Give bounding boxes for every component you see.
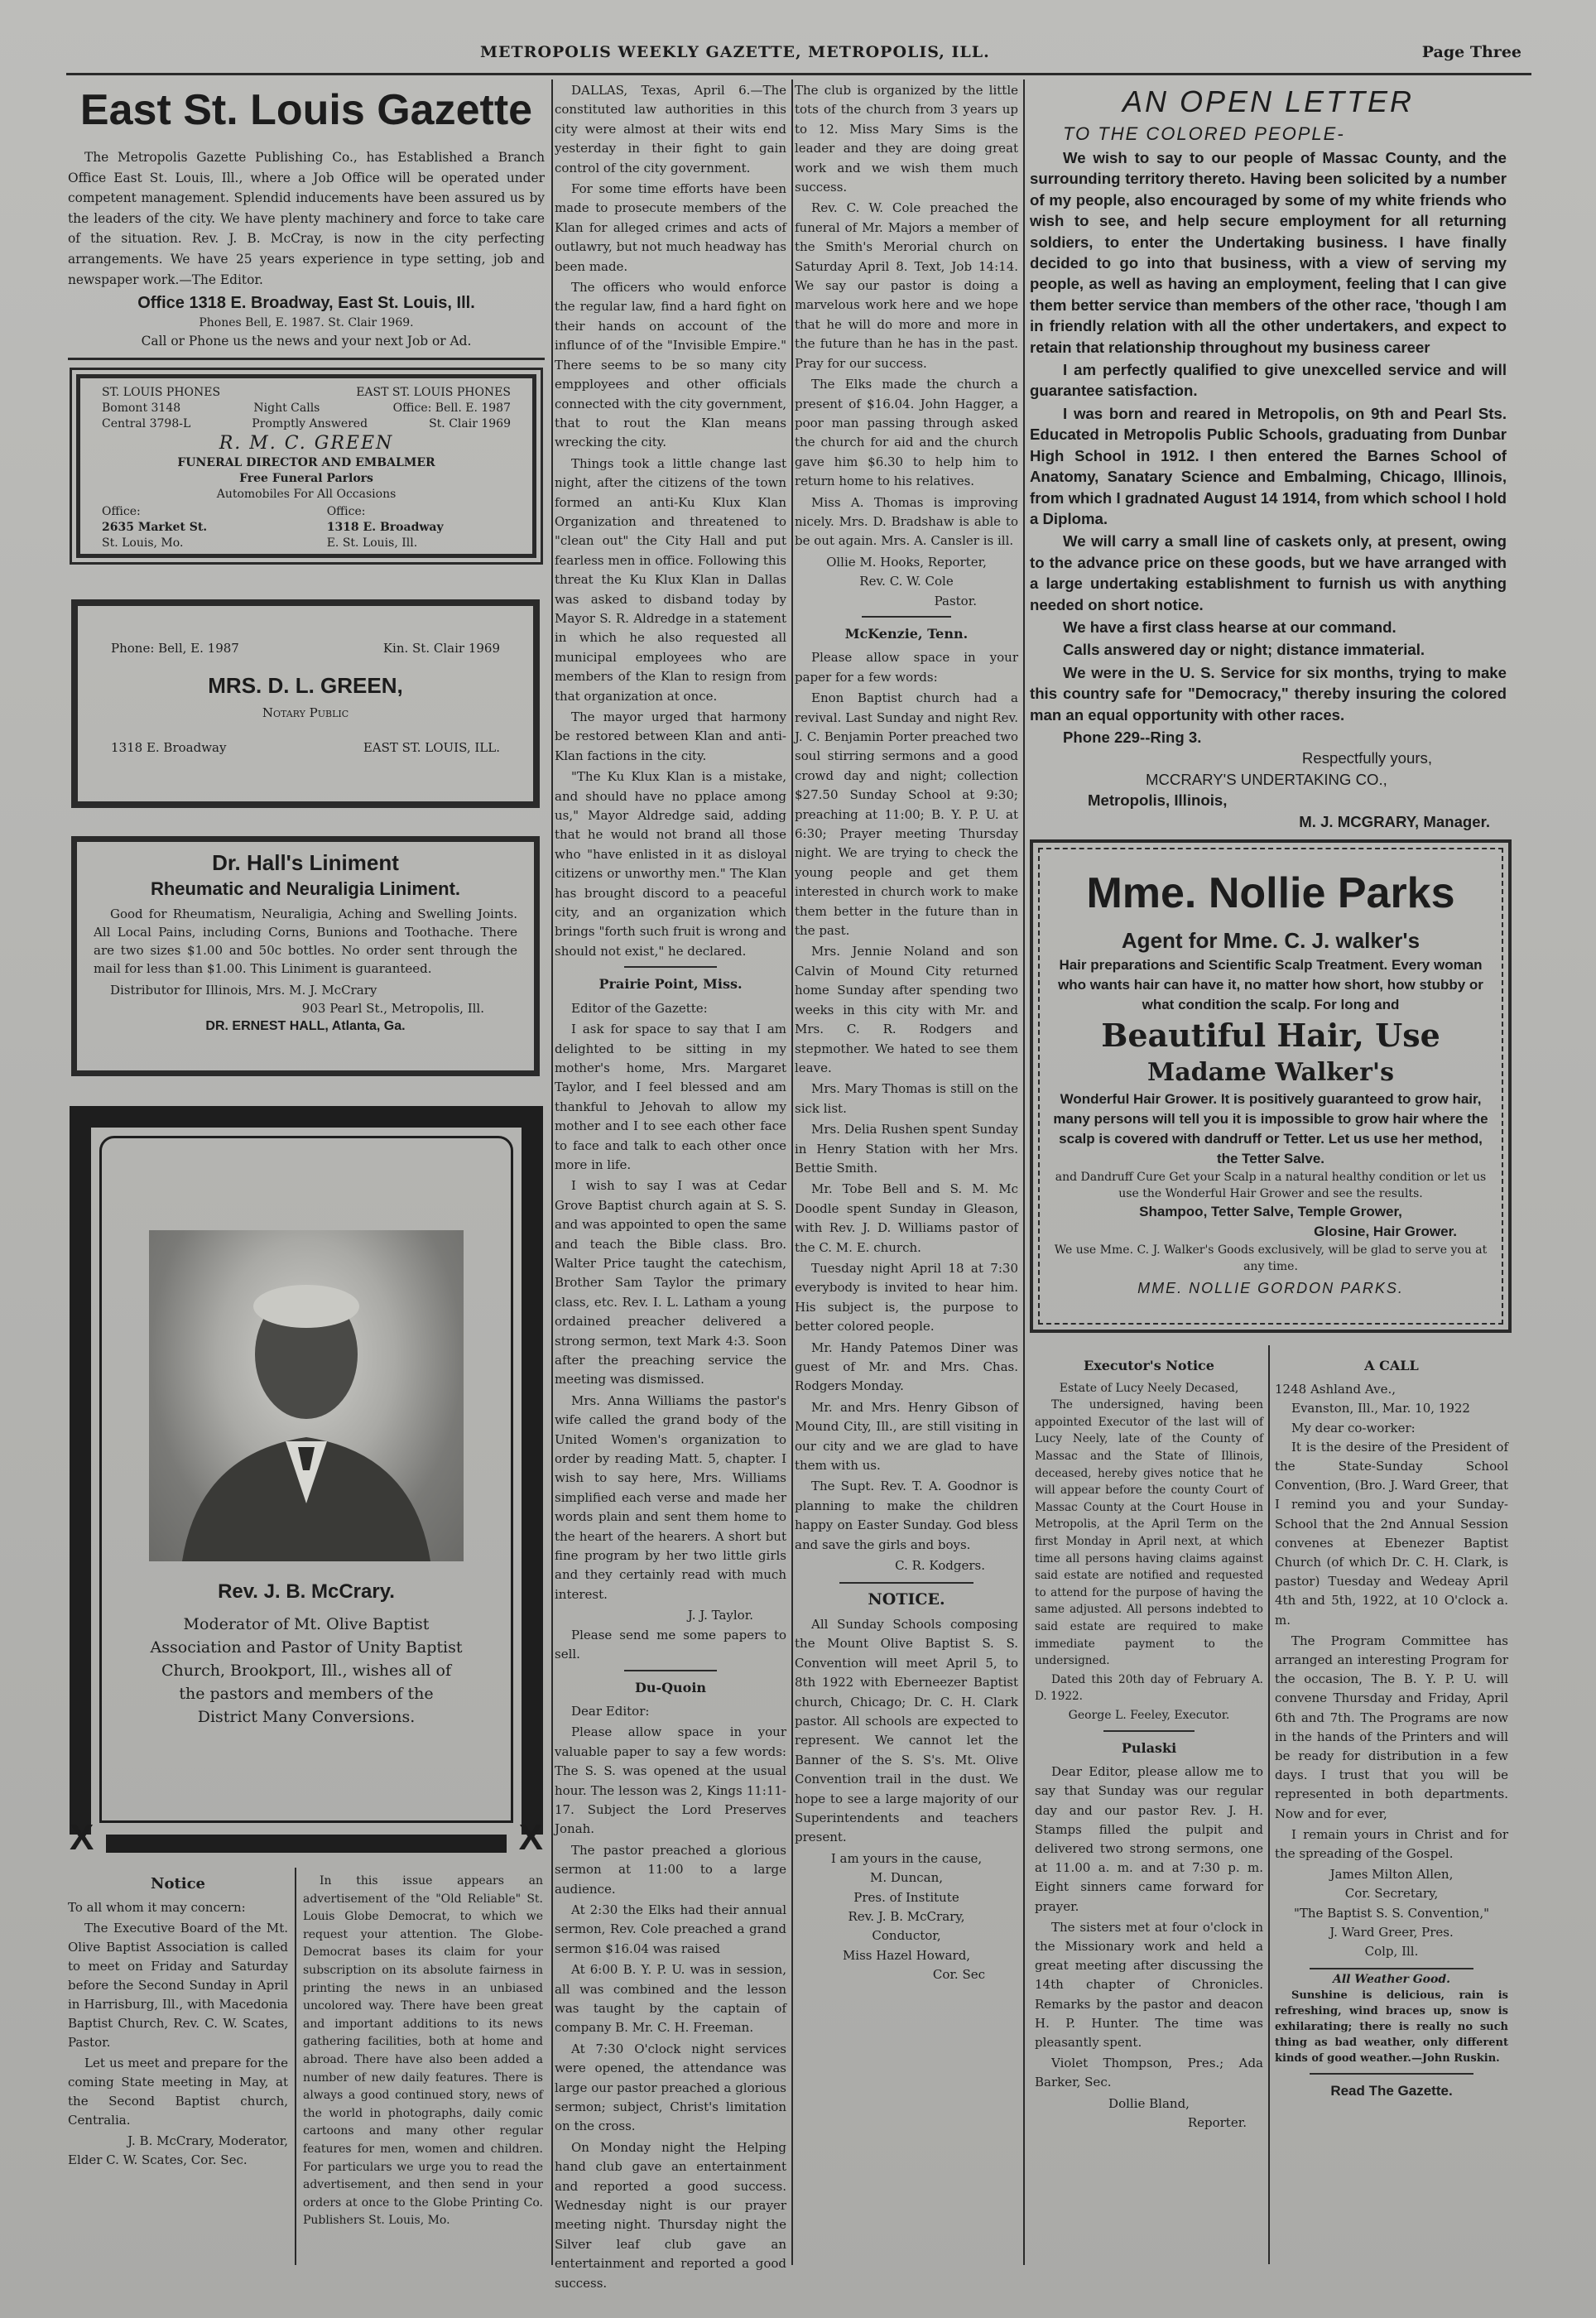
open-letter-city: Metropolis, Illinois, bbox=[1088, 791, 1228, 810]
night-calls: Night Calls bbox=[253, 402, 320, 415]
call-sig: Cor. Secretary, bbox=[1344, 1886, 1439, 1902]
dallas-para: DALLAS, Texas, April 6.—The constituted law authorities in this city were almost at their wits end yesterday in their fight to gain control of the city government. bbox=[555, 83, 786, 176]
open-letter-para: We wish to say to our people of Massac County, and the surrounding territory thereto. Having been solicited by a number of my people, also encouraged by some of my white friends who wish to see, and help secure employment for all returning soldiers, to enter the Undertaking business. I have finally decided to go into that business, with a view of serving my people, as well as having an employment, feeling that I can give them better service than members of the other race, 'though I am in friendly relation with all the other undertakers, and expect to retain that relationship throughout my business career bbox=[1030, 149, 1507, 356]
divider bbox=[1310, 2073, 1473, 2075]
green-office-1 bbox=[102, 504, 286, 551]
col3-sig: Ollie M. Hooks, Reporter, bbox=[826, 554, 987, 570]
pulaski-sig: Violet Thompson, Pres.; Ada Barker, Sec. bbox=[1035, 2056, 1263, 2090]
corner-x-icon: X bbox=[518, 1817, 543, 1858]
liniment-ad bbox=[71, 836, 540, 1076]
mckenzie-para: Please allow space in your paper for a few words: bbox=[795, 650, 1018, 685]
call-para: The Program Committee has arranged an interesting Program for the occasion, The B. Y. P. U. will convene Thursday and Friday, April 6th and 7th. The Programs are now in the hands of the Printers and will be ready for distribution in a few days. I trust that you will be represented in both departments. Now and for ever, bbox=[1275, 1633, 1508, 1821]
weather-body: Sunshine is delicious, rain is refreshing, wind braces up, snow is exhilarating; there is really no such thing as bad weather, only different kinds of good weather.—John Ruskin. bbox=[1275, 1989, 1508, 2066]
parks-line2: Wonderful Hair Grower. It is positively guaranteed to grow hair, many persons will tell you it is impossible to grow hair where the scalp is covered with dandruff or Tetter. Let us use her method, the Tetter Salve. bbox=[1053, 1091, 1488, 1166]
open-letter-para: We were in the U. S. Service for six months, trying to make this country safe for "Democracy," thereby insuring the colored man an equal opportunity with other races. bbox=[1030, 663, 1507, 724]
mckenzie-para: Mr. Handy Patemos Diner was guest of Mr. and Mrs. Chas. Rodgers Monday. bbox=[795, 1339, 1018, 1394]
dallas-para: Things took a little change last night, after the citizens of the town formed an anti-Ku Klux Klan Organization and threatened to "clean out" the City Hall and put fearless men in office. Following this threat the Ku Klux Klan in Dallas was asked to disband today by Mayor S. R. Aldredge in a statement in which he also requested all municipal employees who are members of the Klan to resign from that organization at once. bbox=[555, 455, 786, 704]
divider bbox=[862, 616, 951, 618]
col3-sig: Pastor. bbox=[934, 593, 977, 608]
divider bbox=[839, 1582, 973, 1584]
call-para: It is the desire of the President of the State-Sunday School Convention, (Bro. J. Ward Greer, that I remind you and your Sunday-School that the 2nd Annual Session convenes at Ebenezer Baptist Church (of which Dr. C. H. Clark, is pastor) Tuesday and Wedeay April 4th and 5th, 1922, at 10 O'clock a. m. bbox=[1275, 1439, 1508, 1628]
executor-pulaski bbox=[1035, 1349, 1263, 2264]
liniment-address: 903 Pearl St., Metropolis, Ill. bbox=[301, 1001, 484, 1016]
prairie-para: I ask for space to say that I am delighted to be sitting in my mother's home, Mrs. Margaret Taylor, and I feel blessed and am thankful to Jehovah to allow my mother and I to see each other face to face and talk to each other once more in life. bbox=[555, 1022, 786, 1172]
pulaski-para: Dear Editor, please allow me to say that Sunday was our regular day and our pastor Rev. J. H. Stamps filled the pulpit and delivered two strong sermons, one at 11.00 a. m. and at 7:30 p. m. Eight sinners came forward for prayer. bbox=[1035, 1764, 1263, 1914]
call-sig: James Milton Allen, bbox=[1329, 1867, 1454, 1883]
portrait-figure-icon bbox=[149, 1230, 464, 1561]
notice-sig: Miss Hazel Howard, bbox=[842, 1947, 971, 1963]
duquoin-para: Please allow space in your valuable paper to say a few words: The S. S. was opened at the usual hour. The lesson was 2, Kings 11:11-17. Subject the Lord Preserves Jonah. bbox=[555, 1724, 786, 1837]
prairie-sig: J. J. Taylor. bbox=[687, 1608, 753, 1623]
prairie-salutation: Editor of the Gazette: bbox=[571, 1000, 708, 1016]
open-letter-phone: Phone 229--Ring 3. bbox=[1063, 728, 1202, 746]
notice-sig: Pres. of Institute bbox=[853, 1889, 959, 1905]
notice-left-para: To all whom it may concern: bbox=[68, 1900, 246, 1915]
frame-left bbox=[70, 1106, 91, 1835]
executor-estate: Estate of Lucy Neely Decased, bbox=[1059, 1382, 1239, 1396]
divider bbox=[1310, 1968, 1473, 1969]
parks-title: Mme. Nollie Parks bbox=[1086, 869, 1455, 917]
esl-office: Office 1318 E. Broadway, East St. Louis, Ill. bbox=[137, 294, 475, 313]
call-addr: Evanston, Ill., Mar. 10, 1922 bbox=[1291, 1401, 1470, 1416]
notice-sig: M. Duncan, bbox=[869, 1870, 943, 1886]
parks-line1: Hair preparations and Scientific Scalp Treatment. Every woman who wants hair can have it, no matter how short, how stubby or what condition the scalp. For long and bbox=[1058, 957, 1483, 1012]
notice-sig: Conductor, bbox=[872, 1928, 941, 1944]
divider bbox=[624, 966, 717, 968]
frame-top bbox=[70, 1106, 543, 1128]
executor-title: Executor's Notice bbox=[1084, 1358, 1214, 1373]
globe-democrat-ad bbox=[303, 1873, 543, 2260]
notice-left bbox=[68, 1871, 288, 2260]
notice-sig: Rev. J. B. McCrary, bbox=[848, 1908, 965, 1924]
col3-sig: Rev. C. W. Cole bbox=[859, 574, 954, 589]
parks-line5: Glosine, Hair Grower. bbox=[1314, 1224, 1457, 1239]
notice-left-sig: Elder C. W. Scates, Cor. Sec. bbox=[68, 2152, 248, 2167]
dallas-para: For some time efforts have been made to prosecute members of the Klan for alleged crimes and acts of outlawry, but not much headway has been made. bbox=[555, 181, 786, 274]
office-city: E. St. Louis, Ill. bbox=[326, 536, 418, 550]
office-bell: Office: Bell. E. 1987 bbox=[392, 402, 511, 415]
prairie-closing: Please send me some papers to sell. bbox=[555, 1627, 786, 1662]
pulaski-sig: Reporter. bbox=[1187, 2114, 1247, 2130]
notice-left-para: Let us meet and prepare for the coming State meeting in May, at the Second Baptist church, Centralia. bbox=[68, 2056, 288, 2128]
column-rule bbox=[791, 79, 793, 2265]
parks-agent: Agent for Mme. C. J. walker's bbox=[1121, 928, 1421, 953]
office-label: Office: bbox=[102, 505, 141, 518]
corner-x-icon: X bbox=[70, 1817, 94, 1858]
executor-sig: George L. Feeley, Executor. bbox=[1068, 1708, 1230, 1722]
pulaski-para: The sisters met at four o'clock in the Missionary work and held a great meeting after discussing the 14th chapter of Chronicles. Remarks by the pastor and deacon H. P. Hunter. The time was pleasantly spent. bbox=[1035, 1919, 1263, 2050]
column-rule bbox=[295, 1868, 296, 2265]
open-letter-subtitle: TO THE COLORED PEOPLE- bbox=[1063, 123, 1345, 144]
pulaski-title: Pulaski bbox=[1121, 1739, 1177, 1756]
mckenzie-title: McKenzie, Tenn. bbox=[844, 625, 969, 642]
duquoin-para: At 6:00 B. Y. P. U. was in session, all was combined and the lesson was taught by the captain of company B. Mr. C. H. Freeman. bbox=[555, 1962, 786, 2036]
green-free: Free Funeral Parlors bbox=[239, 472, 373, 485]
frame-right bbox=[522, 1106, 543, 1835]
notice-left-title: Notice bbox=[150, 1875, 206, 1892]
parks-beautiful: Beautiful Hair, Use bbox=[1101, 1017, 1440, 1054]
call-sig: J. Ward Greer, Pres. bbox=[1329, 1924, 1454, 1940]
mckenzie-para: The Supt. Rev. T. A. Goodnor is planning to make the children happy on Easter Sunday. God bless and save the girls and boys. bbox=[795, 1479, 1018, 1552]
notary-name: MRS. D. L. GREEN, bbox=[208, 673, 403, 698]
stl-phones: ST. LOUIS PHONES bbox=[102, 386, 221, 399]
promptly: Promptly Answered bbox=[252, 417, 368, 430]
office-address: 1318 E. Broadway bbox=[326, 521, 444, 534]
dallas-para: "The Ku Klux Klan is a mistake, and should have no pplace among us," Mayor Aldredge said, adding that he would not brand all those who "have enlisted in it as disloyal citizens or unworthy men." The Klan has brought discord to a peaceful city, and an organization which brings "forth such fruit is wrong and should not exist," he declared. bbox=[555, 769, 786, 959]
mckenzie-para: Mr. Tobe Bell and S. M. Mc Doodle spent Sunday in Gleason, with Rev. J. D. Williams pastor of the C. M. E. church. bbox=[795, 1181, 1018, 1255]
green-funeral-ad bbox=[76, 374, 536, 558]
prairie-para: Mrs. Anna Williams the pastor's wife called the grand body of the United Women's organization to order by reading Matt. 5, chapter. I wish to say here, Mrs. Williams simplified each verse and made her words plain and sent them home to the heart of the hearers. A short but fine program by her two little girls and they certainly read with much interest. bbox=[555, 1392, 786, 1602]
a-call bbox=[1275, 1349, 1508, 2264]
executor-body: The undersigned, having been appointed Executor of the last will of Lucy Neely, late of the County of Massac and the State of Illinois, deceased, hereby gives notice that he will appear before the county Court of Massac County at the Court House in Metropolis, at the April Term on the first Monday in April next, at which time all persons having claims against said estate are notified and requested to attend for the purpose of having the same adjusted. All persons indebted to said estate are required to make immediate payment to the undersigned. bbox=[1035, 1398, 1263, 1668]
call-sig: Colp, Ill. bbox=[1364, 1944, 1419, 1960]
notary-kin: Kin. St. Clair 1969 bbox=[382, 641, 500, 656]
mckenzie-para: Mrs. Mary Thomas is still on the sick list. bbox=[795, 1081, 1018, 1116]
call-greeting: My dear co-worker: bbox=[1291, 1420, 1416, 1436]
mckenzie-para: Mrs. Delia Rushen spent Sunday in Henry Station with her Mrs. Bettie Smith. bbox=[795, 1122, 1018, 1176]
open-letter-para: We will carry a small line of caskets only, at present, owing to the advance price on these goods, but we have arranged with a large undertaking establishment to furnish us with anything needed on short notice. bbox=[1030, 532, 1507, 613]
mckenzie-para: Mrs. Jennie Noland and son Calvin of Mound City returned home Sunday after spending two weeks in this city with Mr. and Mrs. C. R. Rodgers and stepmother. We hated to see them leave. bbox=[795, 944, 1018, 1075]
east-st-louis-gazette bbox=[68, 83, 545, 356]
col3-para: Rev. C. W. Cole preached the funeral of Mr. Majors a member of the Smith's Merorial church on Saturday April 8. Text, Job 14:14. We say our pastor is doing a marvelous work here and we hope that he will do more and more in the future than he has in the past. Pray for our success. bbox=[795, 200, 1018, 371]
open-letter-para: Calls answered day or night; distance immaterial. bbox=[1063, 641, 1425, 659]
green-role: FUNERAL DIRECTOR AND EMBALMER bbox=[177, 456, 435, 469]
liniment-subtitle: Rheumatic and Neuraligia Liniment. bbox=[150, 878, 461, 899]
masthead-title: METROPOLIS WEEKLY GAZETTE, METROPOLIS, ILL. bbox=[480, 43, 990, 61]
notice-title: NOTICE. bbox=[868, 1590, 945, 1609]
weather-title: All Weather Good. bbox=[1332, 1973, 1451, 1987]
esl-gazette-body: The Metropolis Gazette Publishing Co., has Established a Branch Office East St. Louis, Ill., where a Job Office will be operated under competent management. Splendid inducements have been assured us by the leaders of the city. We have plenty machinery and force to take care of the situation. Rev. J. B. McCray, is now in the city perfecting arrangements. We have 25 years experience in type setting, job and newspaper work.—The Editor. bbox=[68, 150, 545, 287]
notary-city: EAST ST. LOUIS, ILL. bbox=[363, 740, 500, 755]
call-title: A CALL bbox=[1364, 1358, 1419, 1373]
estl-phones: EAST ST. LOUIS PHONES bbox=[356, 386, 511, 399]
green-office-2 bbox=[327, 504, 511, 551]
esl-call: Call or Phone us the news and your next Job or Ad. bbox=[141, 334, 472, 349]
call-sig: "The Baptist S. S. Convention," bbox=[1293, 1905, 1489, 1921]
read-gazette: Read The Gazette. bbox=[1330, 2083, 1453, 2099]
mckenzie-sig: C. R. Kodgers. bbox=[895, 1558, 985, 1574]
duquoin-salutation: Dear Editor: bbox=[571, 1703, 650, 1719]
col3-para: The club is organized by the little tots of the church from 3 years up to 12. Miss Mary Sims is the leader and they are doing great work and we wish them much success. bbox=[795, 83, 1018, 195]
mckenzie-para: Tuesday night April 18 at 7:30 everybody is invited to hear him. His subject is, the purpose to better colored people. bbox=[795, 1260, 1018, 1335]
dallas-para: The mayor urged that harmony be restored between Klan and anti-Klan factions in the city. bbox=[555, 709, 786, 763]
col3-para: The Elks made the church a present of $16.04. John Hagger, a poor man passing through asked the church for aid and the church gave him $6.30 to help him to return home to his relatives. bbox=[795, 377, 1018, 489]
duquoin-para: At 2:30 the Elks had their annual sermon, Rev. Cole preached a grand sermon $16.04 was raised bbox=[555, 1902, 786, 1956]
parks-sig: MME. NOLLIE GORDON PARKS. bbox=[1137, 1280, 1404, 1296]
parks-madame: Madame Walker's bbox=[1147, 1058, 1394, 1087]
globe-body: In this issue appears an advertisement of the "Old Reliable" St. Louis Globe Democrat, to which we request your attention. The Globe-Democrat bases its claim for your subscription on its absolute fairness in printing the news in an unbiased uncolored way. There have been great and important additions to its news gathering facilities, both at home and abroad. There have also been added a number of new daily features. There is always a good continued story, news of the world in photographs, daily comic cartoons and many other regular features for men, women and children. For particulars we urge you to read the advertisement, and then send in your orders at once to the Globe Printing Co. Publishers St. Louis, Mo. bbox=[303, 1874, 543, 2228]
esl-gazette-title: East St. Louis Gazette bbox=[79, 86, 533, 134]
prairie-title: Prairie Point, Miss. bbox=[598, 976, 743, 993]
divider bbox=[624, 1670, 717, 1671]
prairie-para: I wish to say I was at Cedar Grove Baptist church again at S. S. and was appointed to open the same and teach the Bible class. Bro. Walter Price taught the catechism, Brother Sam Taylor the primary class, etc. Rev. I. L. Latham a young ordained preacher delivered a strong sermon, text Mark 4:3. Soon after the preaching service the meeting was dismissed. bbox=[555, 1178, 786, 1387]
col3-para: Miss A. Thomas is improving nicely. Mrs. D. Bradshaw is able to be out again. Mrs. A. Cansler is ill. bbox=[795, 494, 1018, 549]
notice-body: All Sunday Schools composing the Mount Olive Baptist S. S. Convention will meet April 5, to 8th 1922 with Eberneezer Baptist church, Chicago; Dr. C. H. Clark pastor. All schools are expected to represent. We cannot let the Banner of the S. S's. Mt. Olive Convention trail in the dust. We hope to see a large majority of our Superintendents and teachers present. bbox=[795, 1616, 1018, 1845]
liniment-maker: DR. ERNEST HALL, Atlanta, Ga. bbox=[205, 1019, 406, 1033]
parks-ad bbox=[1030, 839, 1512, 1333]
parks-line4: Shampoo, Tetter Salve, Temple Grower, bbox=[1139, 1204, 1402, 1219]
central: Central 3798-L bbox=[102, 417, 191, 430]
divider bbox=[1103, 1730, 1195, 1732]
open-letter-title: AN OPEN LETTER bbox=[1122, 84, 1415, 118]
liniment-distributor: Distributor for Illinois, Mrs. M. J. McCrary bbox=[110, 983, 377, 998]
open-letter-company: MCCRARY'S UNDERTAKING CO., bbox=[1146, 770, 1387, 788]
column-rule bbox=[1268, 1345, 1270, 2264]
masthead-rule bbox=[66, 73, 1531, 75]
st-clair: St. Clair 1969 bbox=[429, 417, 511, 430]
column-rule bbox=[551, 79, 553, 2265]
notice-left-para: The Executive Board of the Mt. Olive Baptist Association is called to meet on Friday and Saturday before the Second Sunday in April in Harrisburg, Ill., with Macedonia Baptist Church, Rev. C. W. Scates, Pastor. bbox=[68, 1921, 288, 2050]
office-city: St. Louis, Mo. bbox=[102, 536, 184, 550]
call-para: I remain yours in Christ and for the spreading of the Gospel. bbox=[1275, 1826, 1508, 1862]
portrait-caption: Moderator of Mt. Olive Baptist Association and Pastor of Unity Baptist Church, Brookport, Ill., wishes all of the pastors and members of the District Many Conversions. bbox=[150, 1615, 463, 1726]
notice-sig: I am yours in the cause, bbox=[830, 1850, 983, 1866]
duquoin-para: On Monday night the Helping hand club gave an entertainment and reported a good success. Wednesday night is our prayer meeting night. Thursday night the Silver leaf club gave an entertainment and reported a good success. bbox=[555, 2139, 786, 2291]
open-letter bbox=[1030, 83, 1507, 832]
liniment-body: Good for Rheumatism, Neuraligia, Aching and Swelling Joints. All Local Pains, including Corns, Bunions and Toothache. There are two sizes $1.00 and 50c bottles. No order sent through the mail for less than $1.00. This Liniment is guaranteed. bbox=[94, 907, 517, 976]
mckenzie-para: Mr. and Mrs. Henry Gibson of Mound City, Ill., are still visiting in our city and we are glad to have them with us. bbox=[795, 1399, 1018, 1474]
page-number: Page Three bbox=[1421, 43, 1521, 61]
open-letter-para: I was born and reared in Metropolis, on 9th and Pearl Sts. Educated in Metropolis Public Schools, graduating from Dunbar High School in 1912. I then entered the Barnes School of Anatomy, Sanatary Science and Embalming, Chicago, Illinois, from which I gradnated August 14 1914, from which school I hold a Diploma. bbox=[1030, 404, 1507, 527]
open-letter-manager: M. J. MCGRARY, Manager. bbox=[1299, 812, 1490, 830]
portrait-name: Rev. J. B. McCrary. bbox=[218, 1580, 395, 1603]
call-addr: 1248 Ashland Ave., bbox=[1275, 1382, 1396, 1397]
column-2 bbox=[555, 81, 786, 2291]
column-3 bbox=[795, 81, 1018, 2267]
notary-role: Notary Public bbox=[262, 705, 349, 720]
notary-ad bbox=[71, 599, 540, 808]
liniment-title: Dr. Hall's Liniment bbox=[212, 850, 399, 875]
executor-dated: Dated this 20th day of February A. D. 1922. bbox=[1035, 1672, 1263, 1704]
open-letter-respect: Respectfully yours, bbox=[1301, 749, 1432, 767]
open-letter-para: We have a first class hearse at our command. bbox=[1063, 618, 1396, 636]
parks-line6: We use Mme. C. J. Walker's Goods exclusively, will be glad to serve you at any time. bbox=[1054, 1243, 1488, 1273]
notice-left-sig: J. B. McCrary, Moderator, bbox=[127, 2133, 288, 2148]
duquoin-title: Du-Quoin bbox=[634, 1679, 707, 1695]
green-name: R. M. C. GREEN bbox=[219, 433, 394, 454]
esl-phones: Phones Bell, E. 1987. St. Clair 1969. bbox=[199, 316, 414, 330]
notary-address: 1318 E. Broadway bbox=[111, 740, 227, 755]
office-address: 2635 Market St. bbox=[102, 521, 208, 534]
dallas-para: The officers who would enforce the regular law, find a hard fight on their hands on account of the influnce of of the "Invisible Empire." There seems to be so many city empployees and other officials connected with the city government, that to rout the Klan means wrecking the city. bbox=[555, 280, 786, 450]
masthead bbox=[0, 43, 1596, 68]
office-label: Office: bbox=[326, 505, 366, 518]
pulaski-sig: Dollie Bland, bbox=[1108, 2095, 1190, 2111]
duquoin-para: The pastor preached a glorious sermon at 11:00 to a large audience. bbox=[555, 1842, 786, 1897]
portrait-frame bbox=[70, 1106, 543, 1859]
frame-bottom bbox=[106, 1835, 507, 1853]
section-rule bbox=[68, 358, 545, 360]
open-letter-para: I am perfectly qualified to give unexcelled service and will guarantee satisfaction. bbox=[1030, 361, 1507, 400]
notary-phone: Phone: Bell, E. 1987 bbox=[111, 641, 239, 656]
green-autos: Automobiles For All Occasions bbox=[216, 488, 397, 501]
bomont: Bomont 3148 bbox=[102, 402, 181, 415]
parks-line3: and Dandruff Cure Get your Scalp in a natural healthy condition or let us use the Wonderful Hair Grower and see the results. bbox=[1055, 1171, 1487, 1200]
mckenzie-para: Enon Baptist church had a revival. Last Sunday and night Rev. J. C. Benjamin Porter preached two soul stirring sermons and a good crowd day and night; collection $27.50 Sunday School at 9:30; preaching at 11:00; B. Y. P. U. at 6:30; Prayer meeting Thursday night. We are trying to check the young people and get them interested in church work to make them better in the future than in the past. bbox=[795, 690, 1018, 939]
notice-sig: Cor. Sec bbox=[932, 1967, 985, 1983]
duquoin-para: At 7:30 O'clock night services were opened, the attendance was large our pastor preached a glorious sermon; subject, Christ's limitation on the cross. bbox=[555, 2041, 786, 2134]
column-rule bbox=[1023, 79, 1025, 2265]
portrait-photo bbox=[149, 1230, 464, 1561]
